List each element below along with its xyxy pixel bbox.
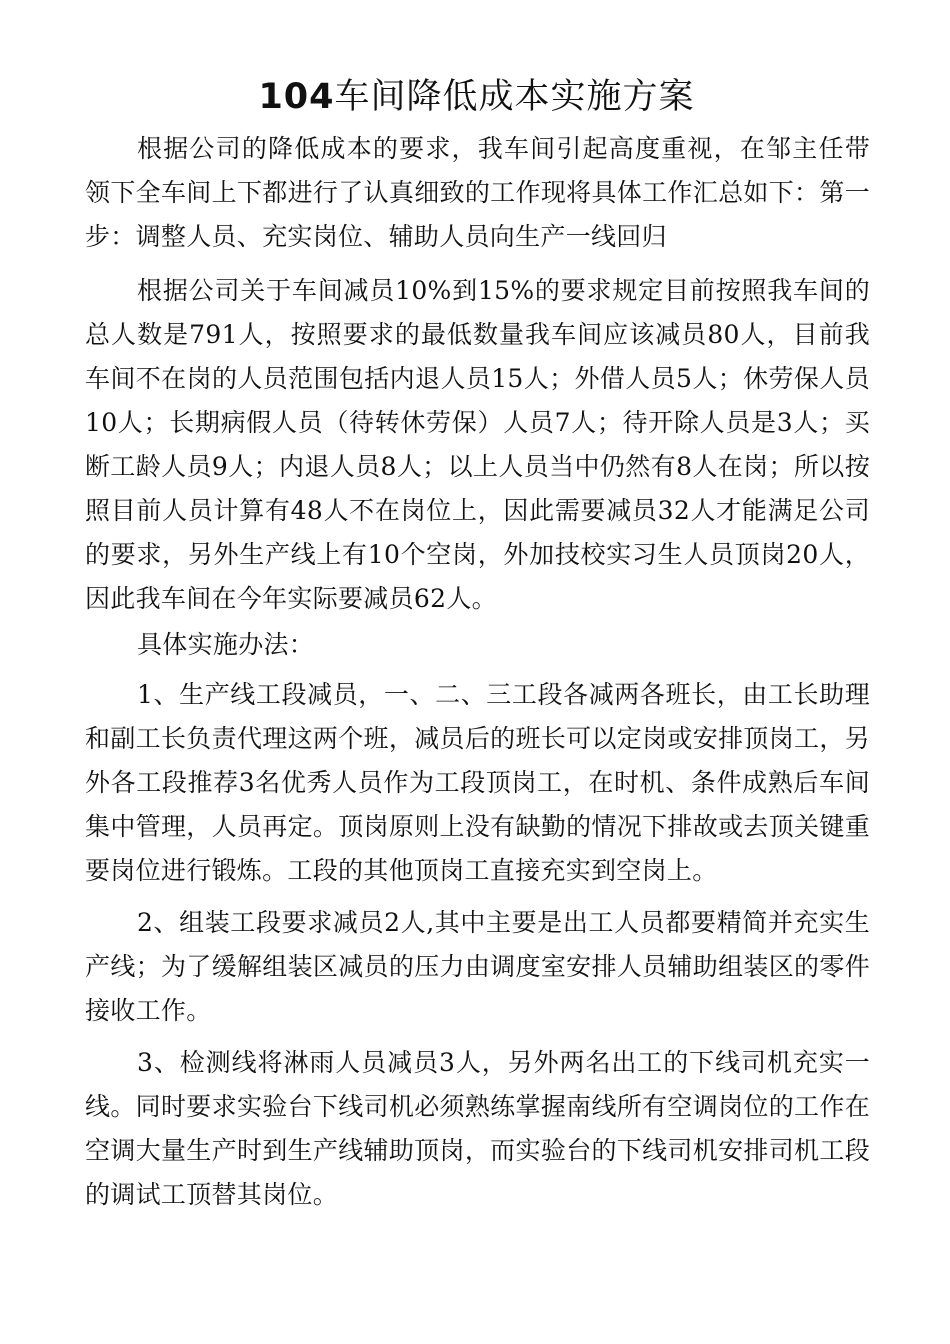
title-number: 104 [258,77,335,117]
paragraph-method-heading: 具体实施办法： [137,630,315,659]
paragraph-item-1: 1、生产线工段减员，一、二、三工段各减两各班长，由工长助理和副工长负责代理这两个班，减员后的班长可以定岗或安排顶岗工，另外各工段推荐3名优秀人员作为工段顶岗工，在时机、条件成熟后车间集中管理，人员再定。顶岗原则上没有缺勤的情况下排故或去顶关键重要岗位进行锻炼。工段的其他顶岗工直接充实到空岗上。 [85,680,870,885]
paragraph-item-2: 2、组装工段要求减员2人,其中主要是出工人员都要精简并充实生产线；为了缓解组装区减员的压力由调度室安排人员辅助组装区的零件接收工作。 [85,908,870,1025]
paragraph-intro: 根据公司的降低成本的要求，我车间引起高度重视，在邹主任带领下全车间上下都进行了认真细致的工作现将具体工作汇总如下：第一步：调整人员、充实岗位、辅助人员向生产一线回归 [85,134,870,251]
document-body [85,127,870,1217]
document-title [85,74,868,120]
title-text: 车间降低成本实施方案 [334,77,695,117]
paragraph-staffing: 根据公司关于车间减员10%到15%的要求规定目前按照我车间的总人数是791人，按照要求的最低数量我车间应该减员80人，目前我车间不在岗的人员范围包括内退人员15人；外借人员5人；休劳保人员10人；长期病假人员（待转休劳保）人员7人；待开除人员是3人；买断工龄人员9人；内退人员8人；以上人员当中仍然有8人在岗；所以按照目前人员计算有48人不在岗位上，因此需要减员32人才能满足公司的要求，另外生产线上有10个空岗，外加技校实习生人员顶岗20人，因此我车间在今年实际要减员62人。 [85,276,870,613]
paragraph-item-3: 3、检测线将淋雨人员减员3人，另外两名出工的下线司机充实一线。同时要求实验台下线司机必须熟练掌握南线所有空调岗位的工作在空调大量生产时到生产线辅助顶岗，而实验台的下线司机安排司机工段的调试工顶替其岗位。 [85,1048,870,1209]
